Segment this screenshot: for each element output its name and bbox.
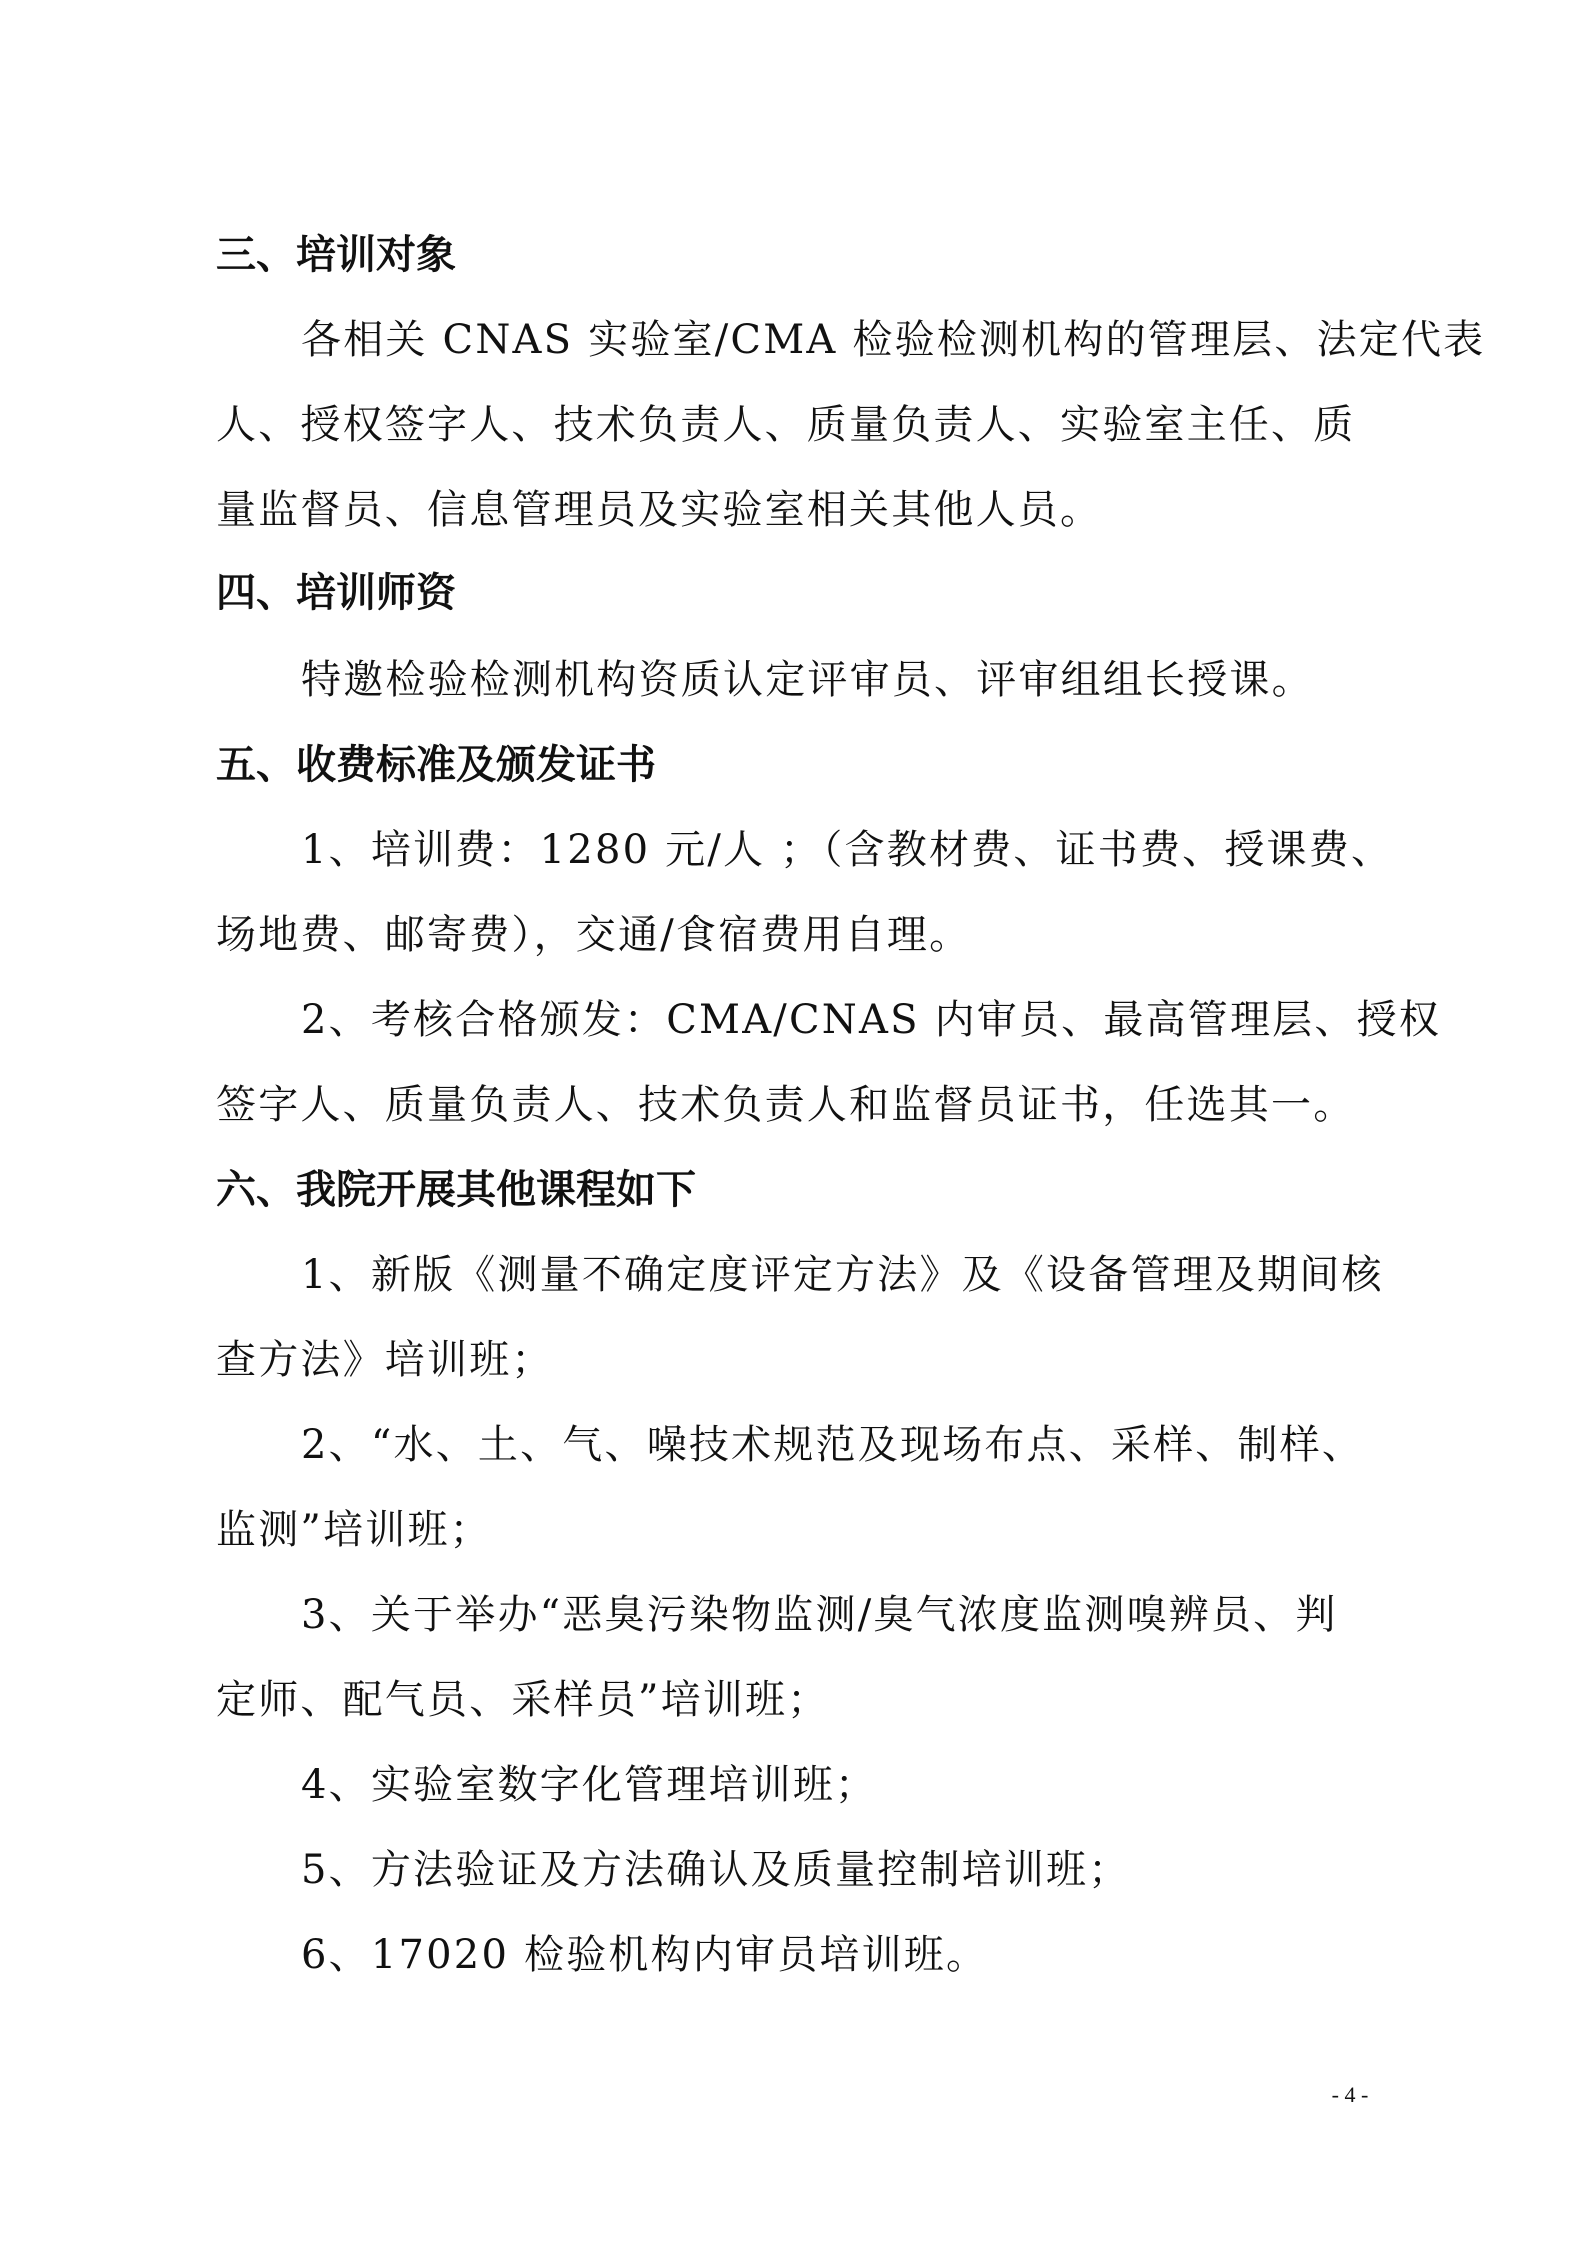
course-list-item-continued: 监测”培训班； [216, 1507, 492, 1553]
course-list-item: 5、方法验证及方法确认及质量控制培训班； [301, 1847, 1131, 1893]
course-list-item: 2、“水、土、气、噪技术规范及现场布点、采样、制样、 [301, 1422, 1365, 1468]
paragraph-line: 特邀检验检测机构资质认定评审员、评审组组长授课。 [301, 657, 1314, 703]
course-list-item: 4、实验室数字化管理培训班； [301, 1762, 878, 1808]
section-heading-other-courses: 六、我院开展其他课程如下 [216, 1167, 696, 1213]
course-list-item: 1、新版《测量不确定度评定方法》及《设备管理及期间核 [301, 1252, 1384, 1298]
section-heading-fees-certificates: 五、收费标准及颁发证书 [216, 742, 656, 788]
paragraph-line: 量监督员、信息管理员及实验室相关其他人员。 [216, 487, 1103, 533]
section-heading-training-targets: 三、培训对象 [216, 232, 456, 278]
paragraph-line: 场地费、邮寄费），交通/食宿费用自理。 [216, 912, 972, 958]
paragraph-line: 2、考核合格颁发：CMA/CNAS 内审员、最高管理层、授权 [301, 997, 1441, 1043]
paragraph-line: 各相关 CNAS 实验室/CMA 检验检测机构的管理层、法定代表 [301, 317, 1486, 363]
course-list-item: 3、关于举办“恶臭污染物监测/臭气浓度监测嗅辨员、判 [301, 1592, 1338, 1638]
paragraph-line: 1、培训费：1280 元/人 ；（含教材费、证书费、授课费、 [301, 827, 1394, 873]
section-heading-instructors: 四、培训师资 [216, 570, 456, 616]
course-list-item: 6、17020 检验机构内审员培训班。 [301, 1932, 989, 1978]
course-list-item-continued: 定师、配气员、采样员”培训班； [216, 1677, 830, 1723]
paragraph-line: 人、授权签字人、技术负责人、质量负责人、实验室主任、质 [216, 402, 1356, 448]
paragraph-line: 签字人、质量负责人、技术负责人和监督员证书，任选其一。 [216, 1082, 1356, 1128]
page-number: - 4 - [1331, 2082, 1369, 2107]
course-list-item-continued: 查方法》培训班； [216, 1337, 554, 1383]
